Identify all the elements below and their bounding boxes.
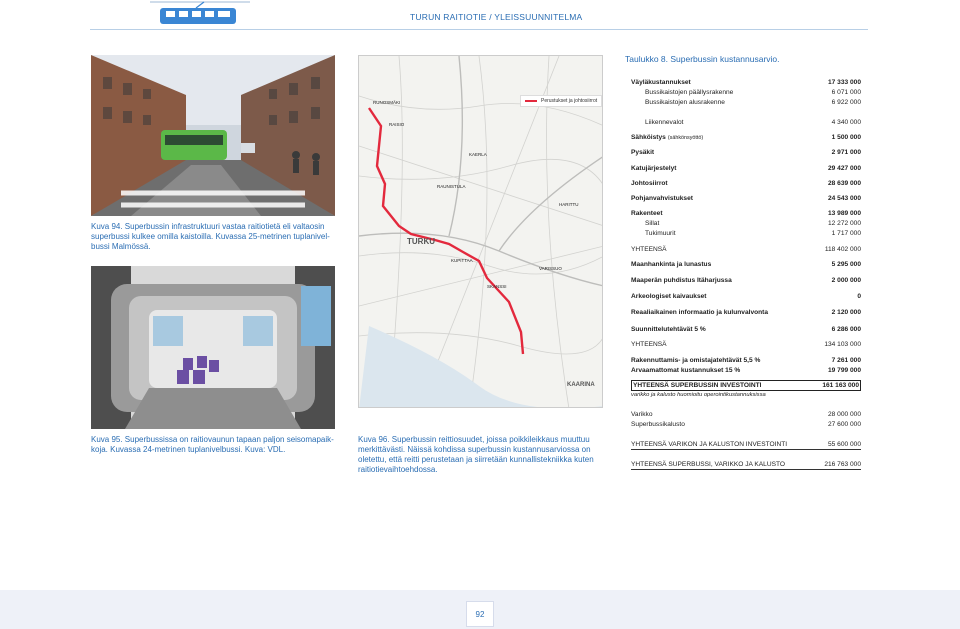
cost-value: 4 340 000 (831, 119, 861, 126)
cost-row (631, 460, 861, 470)
cost-value: 13 989 000 (827, 210, 861, 217)
header-title: TURUN RAITIOTIE / YLEISSUUNNITELMA (410, 12, 583, 22)
cost-value: 2 971 000 (831, 149, 861, 156)
cost-label: YHTEENSÄ (631, 246, 667, 253)
cost-value: 1 500 000 (831, 134, 861, 141)
cost-value: 12 272 000 (827, 220, 861, 227)
cost-row (631, 366, 861, 375)
map-label-varissuo: VARISSUO (539, 266, 562, 271)
cost-value: 6 071 000 (831, 89, 861, 96)
route-map (358, 55, 603, 408)
cost-label: Arkeologiset kaivaukset (631, 293, 707, 300)
page-number: 92 (466, 601, 494, 627)
cost-label: Reaaliaikainen informaatio ja kulunvalvonta (631, 309, 769, 316)
cost-row (631, 179, 861, 188)
cost-label: Rakennuttamis- ja omistajatehtävät 5,5 % (631, 357, 761, 364)
cost-label: Maaperän puhdistus Itäharjussa (631, 277, 732, 284)
map-label-kaarina: KAARINA (567, 382, 595, 388)
cost-label: Bussikaistojen päällysrakenne (645, 89, 734, 96)
cost-label: Pysäkit (631, 149, 655, 156)
cost-label: Väyläkustannukset (631, 79, 691, 86)
caption-fig94: Kuva 94. Superbussin infrastruktuuri vastaa raitiotietä eli valtaosin superbussi kulkee omilla kaistoilla. Kuvassa 25-metrinen tuplanivel-bussi Malmössä. (91, 222, 330, 251)
cost-row (631, 391, 861, 400)
cost-label: YHTEENSÄ VARIKON JA KALUSTON INVESTOINTI (631, 441, 788, 448)
cost-value: 27 600 000 (827, 421, 861, 428)
cost-value: 161 163 000 (822, 382, 859, 389)
cost-row (631, 88, 861, 97)
cost-row (631, 276, 861, 285)
cost-label: YHTEENSÄ SUPERBUSSI, VARIKKO JA KALUSTO (631, 461, 786, 468)
cost-value: 1 717 000 (831, 230, 861, 237)
cost-label: Pohjanvahvistukset (631, 195, 693, 202)
cost-row (631, 148, 861, 157)
cost-label: varikko ja kalusto huomioitu operointikustannuksissa (631, 392, 766, 398)
legend-route-swatch (525, 100, 537, 102)
cost-label: Sähköistys (631, 134, 666, 141)
cost-label: YHTEENSÄ (631, 341, 667, 348)
street-illustration (91, 55, 335, 216)
cost-row (631, 308, 861, 317)
cost-value: 118 402 000 (824, 246, 861, 253)
cost-value: 29 427 000 (827, 165, 861, 172)
page-header (0, 0, 960, 34)
map-illustration (359, 56, 603, 408)
cost-value: 5 295 000 (831, 261, 861, 268)
map-label-turku: TURKU (407, 237, 435, 246)
map-label-kaerla: KAERLA (469, 152, 487, 157)
map-label-harittu: HARITTU (559, 202, 579, 207)
cost-row (631, 245, 861, 254)
map-label-raisio: RAISIO (389, 122, 405, 127)
cost-row (631, 340, 861, 349)
cost-value: 24 543 000 (827, 195, 861, 202)
cost-label: Maanhankinta ja lunastus (631, 261, 712, 268)
cost-label: Varikko (631, 411, 653, 418)
cost-value: 7 261 000 (831, 357, 861, 364)
map-label-runosmaki: RUNOSMÄKI (373, 100, 401, 105)
cost-value: 0 (857, 293, 861, 300)
cost-row (631, 325, 861, 334)
cost-label: Liikennevalot (645, 119, 684, 126)
cost-label: YHTEENSÄ SUPERBUSSIN INVESTOINTI (633, 382, 762, 389)
cost-value: 2 120 000 (831, 309, 861, 316)
photo-bus-interior (91, 266, 335, 429)
cost-value: 216 763 000 (824, 461, 861, 468)
photo-superbus-malmo (91, 55, 335, 216)
cost-row (631, 98, 861, 107)
cost-row (631, 209, 861, 218)
cost-value: 28 639 000 (827, 180, 861, 187)
cost-label: Rakenteet (631, 210, 663, 217)
cost-row (631, 380, 861, 391)
cost-value: 134 103 000 (824, 341, 861, 348)
cost-value: 55 600 000 (827, 441, 861, 448)
cost-label: Sillat (645, 220, 660, 227)
table-title: Taulukko 8. Superbussin kustannusarvio. (625, 54, 780, 64)
cost-label: Superbussikalusto (631, 421, 685, 428)
map-label-skanssi: SKANSSI (487, 284, 507, 289)
cost-label: Katujärjestelyt (631, 165, 677, 172)
cost-row (631, 229, 861, 238)
cost-sublabel: (sähkönsyöttö) (667, 135, 704, 141)
cost-value: 28 000 000 (827, 411, 861, 418)
cost-row (631, 78, 861, 87)
interior-illustration (91, 266, 335, 429)
cost-row (631, 194, 861, 203)
cost-label: Suunnittelutehtävät 5 % (631, 326, 706, 333)
cost-row (631, 118, 861, 127)
legend-label: Perustukset ja johtosiirrot (541, 98, 598, 104)
cost-row (631, 410, 861, 419)
map-label-raunistula: RAUNISTULA (437, 184, 466, 189)
cost-value: 2 000 000 (831, 277, 861, 284)
cost-row (631, 164, 861, 173)
header-divider (90, 29, 868, 30)
cost-row (631, 420, 861, 429)
cost-row (631, 440, 861, 450)
caption-fig95: Kuva 95. Superbussissa on raitiovaunun tapaan paljon seisomapaik-koja. Kuvassa 24-metrinen tuplanivelbussi. Kuva: VDL. (91, 435, 334, 454)
cost-value: 6 922 000 (831, 99, 861, 106)
cost-row (631, 260, 861, 269)
cost-value: 17 333 000 (827, 79, 861, 86)
cost-row (631, 219, 861, 228)
cost-row (631, 356, 861, 365)
caption-fig96: Kuva 96. Superbussin reittiosuudet, joissa poikkileikkaus muuttuu merkittävästi. Näissä kohdissa superbussin kustannusarviossa on oletettu, että reitti perustetaan ja siirretään kunnallistekniikka kuten raitiotievaihtoehdossa. (358, 435, 594, 474)
cost-value: 19 799 000 (827, 367, 861, 374)
map-legend (520, 95, 602, 107)
cost-label: Arvaamattomat kustannukset 15 % (631, 367, 741, 374)
cost-row (631, 133, 861, 143)
cost-label: Johtosiirrot (631, 180, 668, 187)
map-label-kupittaa: KUPITTAA (451, 258, 473, 263)
cost-label: Tukimuurit (645, 230, 676, 237)
tram-icon (150, 0, 250, 28)
cost-row (631, 292, 861, 301)
cost-label: Bussikaistojen alusrakenne (645, 99, 725, 106)
cost-value: 6 286 000 (831, 326, 861, 333)
